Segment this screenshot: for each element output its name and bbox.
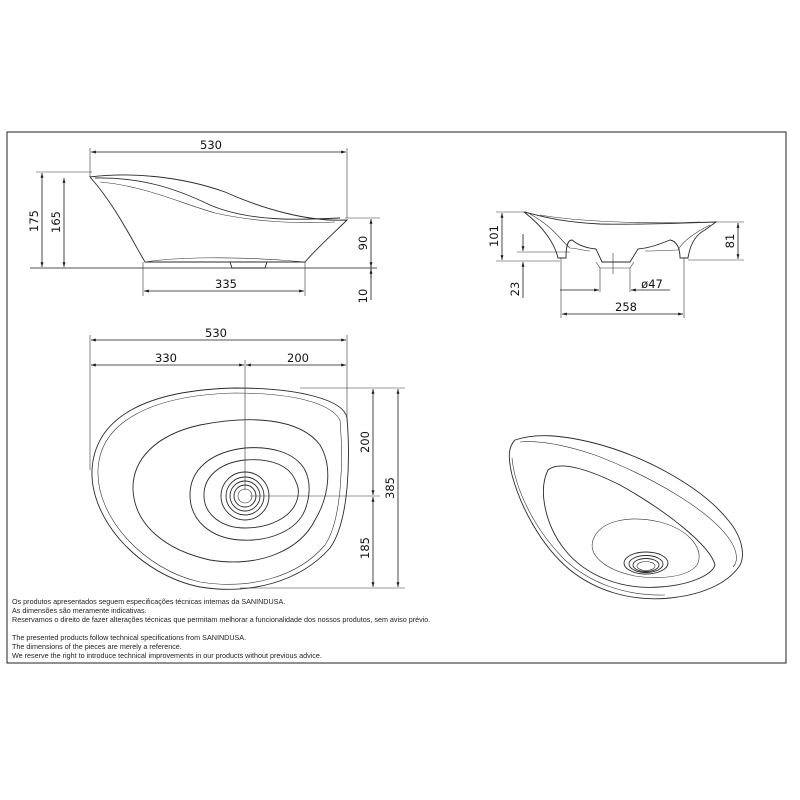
dim-side-height-inner: 165	[49, 211, 63, 233]
note-en-3: We reserve the right to introduce technical improvements in our products without previous advice.	[12, 651, 322, 660]
dim-plan-depth: 385	[383, 477, 397, 499]
dim-side-base-width: 335	[215, 277, 237, 291]
disclaimer-notes	[12, 597, 772, 660]
dim-plan-bottom: 185	[358, 537, 372, 559]
note-en-2: The dimensions of the pieces are merely a reference.	[12, 642, 182, 651]
dim-front-drain-offset: 23	[508, 281, 522, 297]
note-pt-3: Reservamos o direito de fazer alterações técnicas que permitam melhorar a funcionalidade dos nossos produtos, sem aviso prévio.	[12, 615, 431, 624]
dim-front-base-width: 258	[615, 300, 637, 314]
dim-side-rim-height: 90	[356, 235, 370, 251]
dim-front-height: 101	[487, 225, 501, 247]
note-pt-2: As dimensões são meramente indicativas.	[12, 606, 147, 615]
dim-side-base-height: 10	[356, 288, 370, 304]
dim-plan-right: 200	[287, 351, 309, 365]
dim-side-height-total: 175	[27, 210, 41, 232]
note-pt-1: Os produtos apresentados seguem especificações técnicas internas da SANINDUSA.	[12, 597, 286, 606]
note-en-1: The presented products follow technical specifications from SANINDUSA.	[12, 633, 247, 642]
dim-side-width: 530	[200, 138, 222, 152]
dim-plan-top: 200	[358, 431, 372, 453]
dim-front-drain-diameter: ø47	[641, 277, 663, 291]
dim-front-rim-height: 81	[723, 233, 737, 249]
dim-plan-width: 530	[205, 326, 227, 340]
drawing-frame	[7, 132, 786, 663]
plan-view	[90, 326, 405, 589]
side-elevation-view	[27, 138, 380, 303]
front-section-view	[487, 212, 744, 318]
perspective-view	[509, 436, 742, 599]
dim-plan-left: 330	[155, 351, 177, 365]
